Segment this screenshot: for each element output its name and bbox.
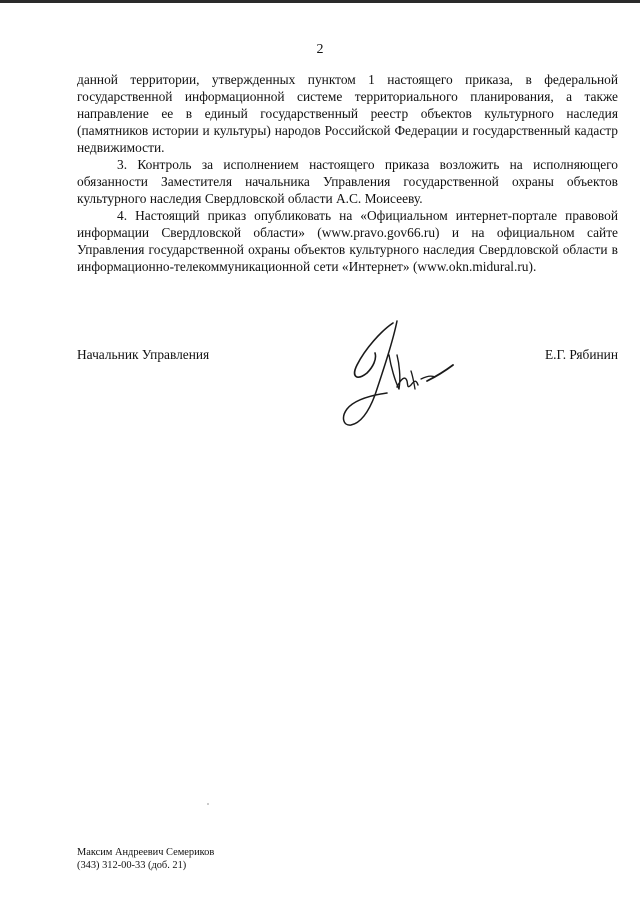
handwritten-signature [335, 315, 465, 430]
paragraph-continuation: данной территории, утвержденных пунктом 1 настоящего приказа, в федеральной государственной информационной системе территориального планирования, а также направление ее в единый государственный реестр объектов культурного наследия (памятников истории и культуры) народов Российской Федерации и государственный кадастр недвижимости. [77, 72, 618, 155]
executor-phone: (343) 312-00-33 (доб. 21) [77, 860, 187, 871]
executor-info [77, 846, 214, 872]
page-number: 2 [316, 42, 324, 57]
paragraph-item-3: 3. Контроль за исполнением настоящего приказа возложить на исполняющего обязанности Заместителя начальника Управления государственной охраны объектов культурного наследия Свердловской области А.С. Моисееву. [77, 157, 618, 206]
executor-name: Максим Андреевич Семериков [77, 847, 215, 858]
signer-name: Е.Г. Рябинин [544, 347, 618, 362]
paragraph-item-4: 4. Настоящий приказ опубликовать на «Официальном интернет-портале правовой информации Свердловской области» (www.pravo.gov66.ru) и на официальном сайте Управления государственной охраны объектов культурного наследия Свердловской области в информационно-телекоммуникационной сети «Интернет» (www.okn.midural.ru). [77, 208, 618, 274]
document-body [77, 71, 618, 275]
signer-title: Начальник Управления [77, 347, 210, 362]
scan-top-edge [0, 0, 640, 3]
scan-speck [207, 803, 209, 805]
